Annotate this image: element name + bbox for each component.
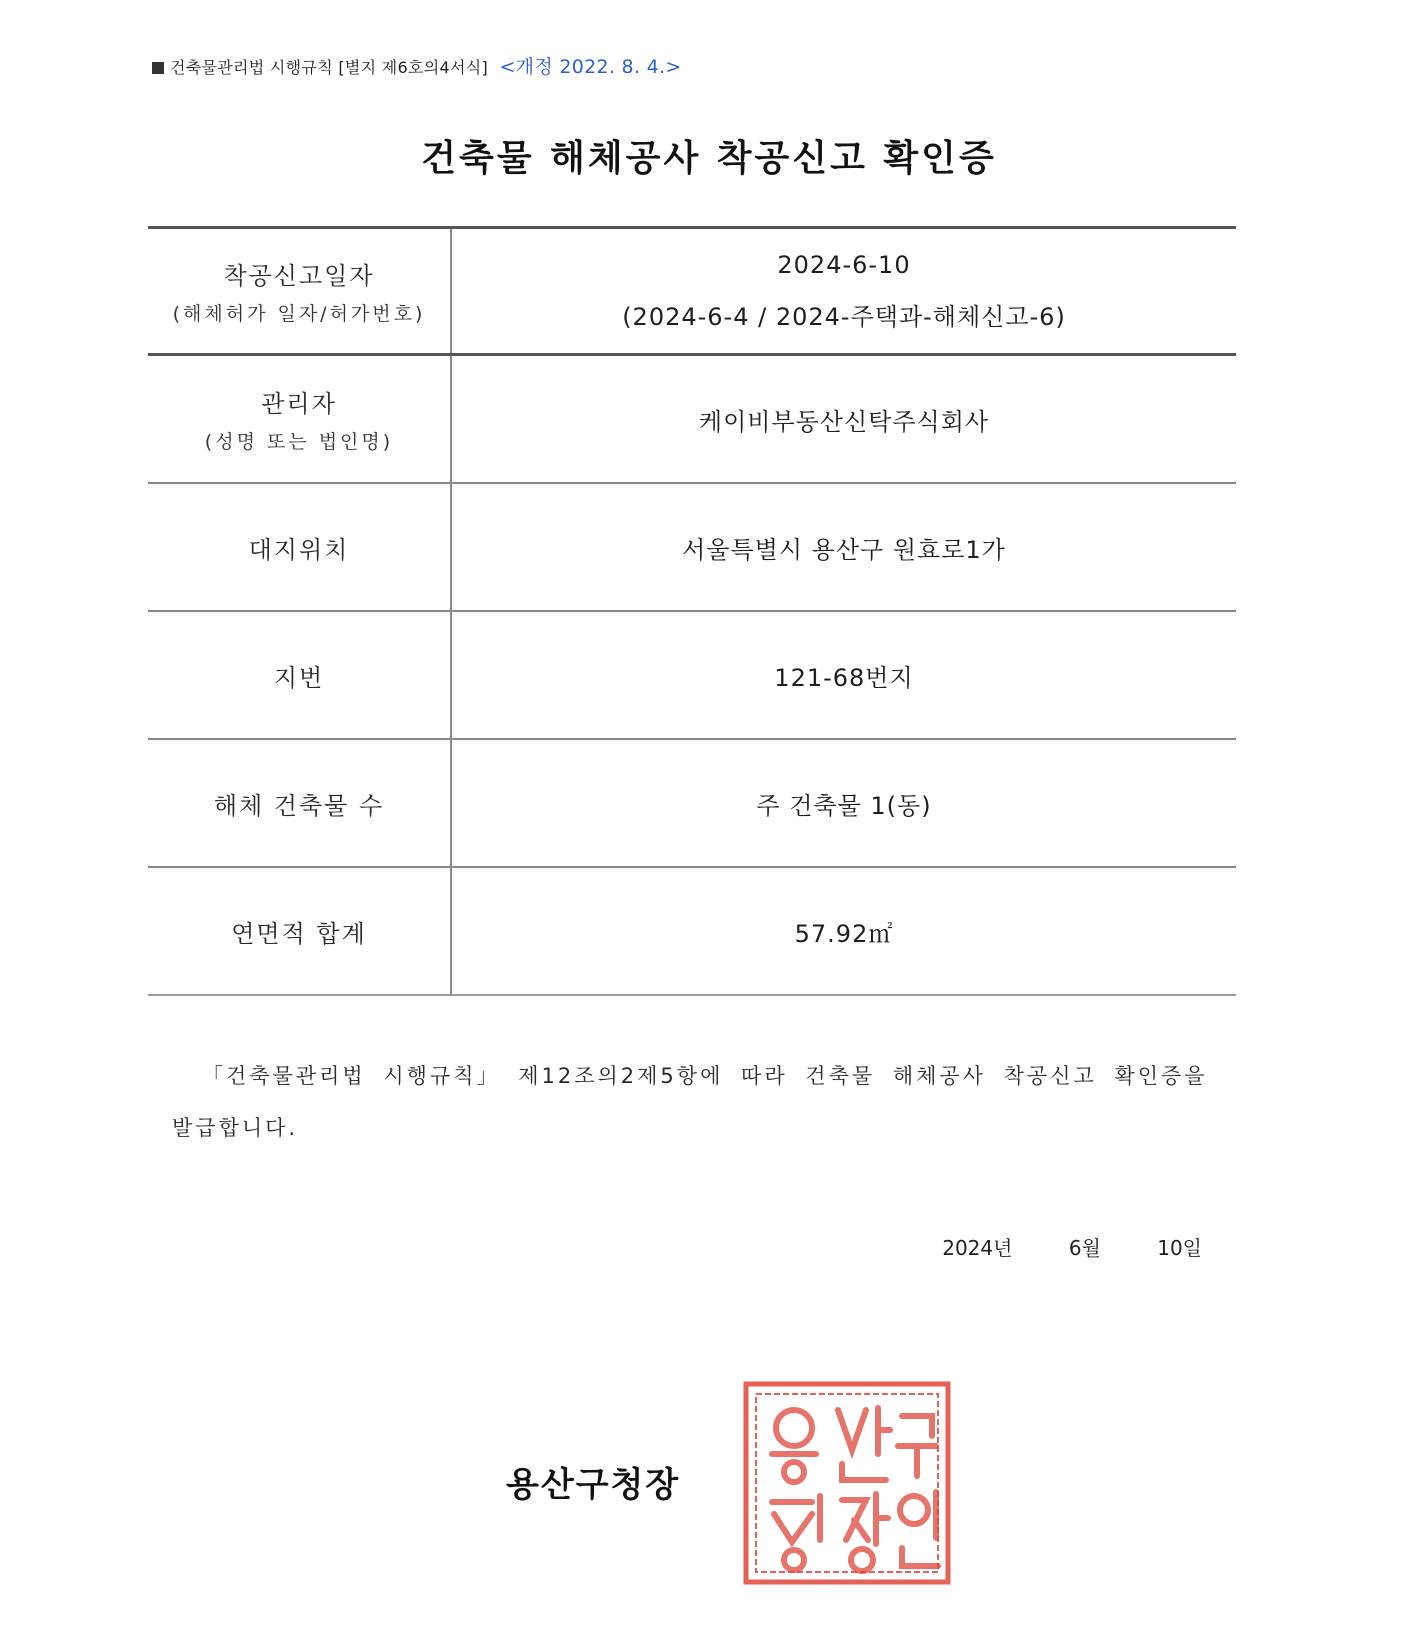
value-main: 121-68번지 <box>774 663 914 692</box>
label-sub: (해체허가 일자/허가번호) <box>172 303 426 325</box>
value-main: 57.92㎡ <box>794 919 894 948</box>
row-value <box>452 356 1236 482</box>
official-seal-icon <box>742 1380 952 1586</box>
row-label <box>148 229 452 353</box>
row-value <box>452 229 1236 353</box>
row-value <box>452 868 1236 994</box>
row-label <box>148 612 452 738</box>
row-label <box>148 740 452 866</box>
table-row <box>148 229 1236 356</box>
value-main: 케이비부동산신탁주식회사 <box>698 407 990 436</box>
info-table <box>148 226 1236 996</box>
table-row <box>148 612 1236 740</box>
label-main: 지번 <box>273 663 325 692</box>
issue-year: 2024년 <box>942 1236 1013 1260</box>
label-main: 관리자 <box>261 390 337 418</box>
table-row <box>148 868 1236 996</box>
label-main: 대지위치 <box>248 535 350 564</box>
row-label <box>148 356 452 482</box>
row-value <box>452 612 1236 738</box>
issue-month: 6월 <box>1068 1236 1101 1260</box>
table-row <box>148 356 1236 484</box>
value-main: 서울특별시 용산구 원효로1가 <box>682 535 1006 564</box>
form-reference-text: 건축물관리법 시행규칙 [별지 제6호의4서식] <box>170 58 489 77</box>
form-reference <box>152 52 682 79</box>
row-label <box>148 484 452 610</box>
table-row <box>148 740 1236 868</box>
row-label <box>148 868 452 994</box>
label-sub: (성명 또는 법인명) <box>204 431 394 453</box>
value-sub: (2024-6-4 / 2024-주택과-해체신고-6) <box>622 302 1066 331</box>
document-title: 건축물 해체공사 착공신고 확인증 <box>421 138 997 179</box>
label-main: 착공신고일자 <box>223 262 375 290</box>
square-bullet-icon <box>152 62 164 74</box>
issue-date <box>942 1232 1202 1261</box>
issuer-name: 용산구청장 <box>506 1465 681 1505</box>
value-main: 2024-6-10 <box>777 250 911 279</box>
issue-day: 10일 <box>1157 1236 1202 1260</box>
label-main: 연면적 합계 <box>231 919 367 948</box>
row-value <box>452 484 1236 610</box>
label-main: 해체 건축물 수 <box>213 791 385 820</box>
issuance-statement: 「건축물관리법 시행규칙」 제12조의2제5항에 따라 건축물 해체공사 착공신고 확인증을 발급합니다. <box>172 1064 1208 1140</box>
value-main: 주 건축물 1(동) <box>756 791 932 820</box>
table-row <box>148 484 1236 612</box>
revision-note: <개정 2022. 8. 4.> <box>499 56 682 78</box>
row-value <box>452 740 1236 866</box>
